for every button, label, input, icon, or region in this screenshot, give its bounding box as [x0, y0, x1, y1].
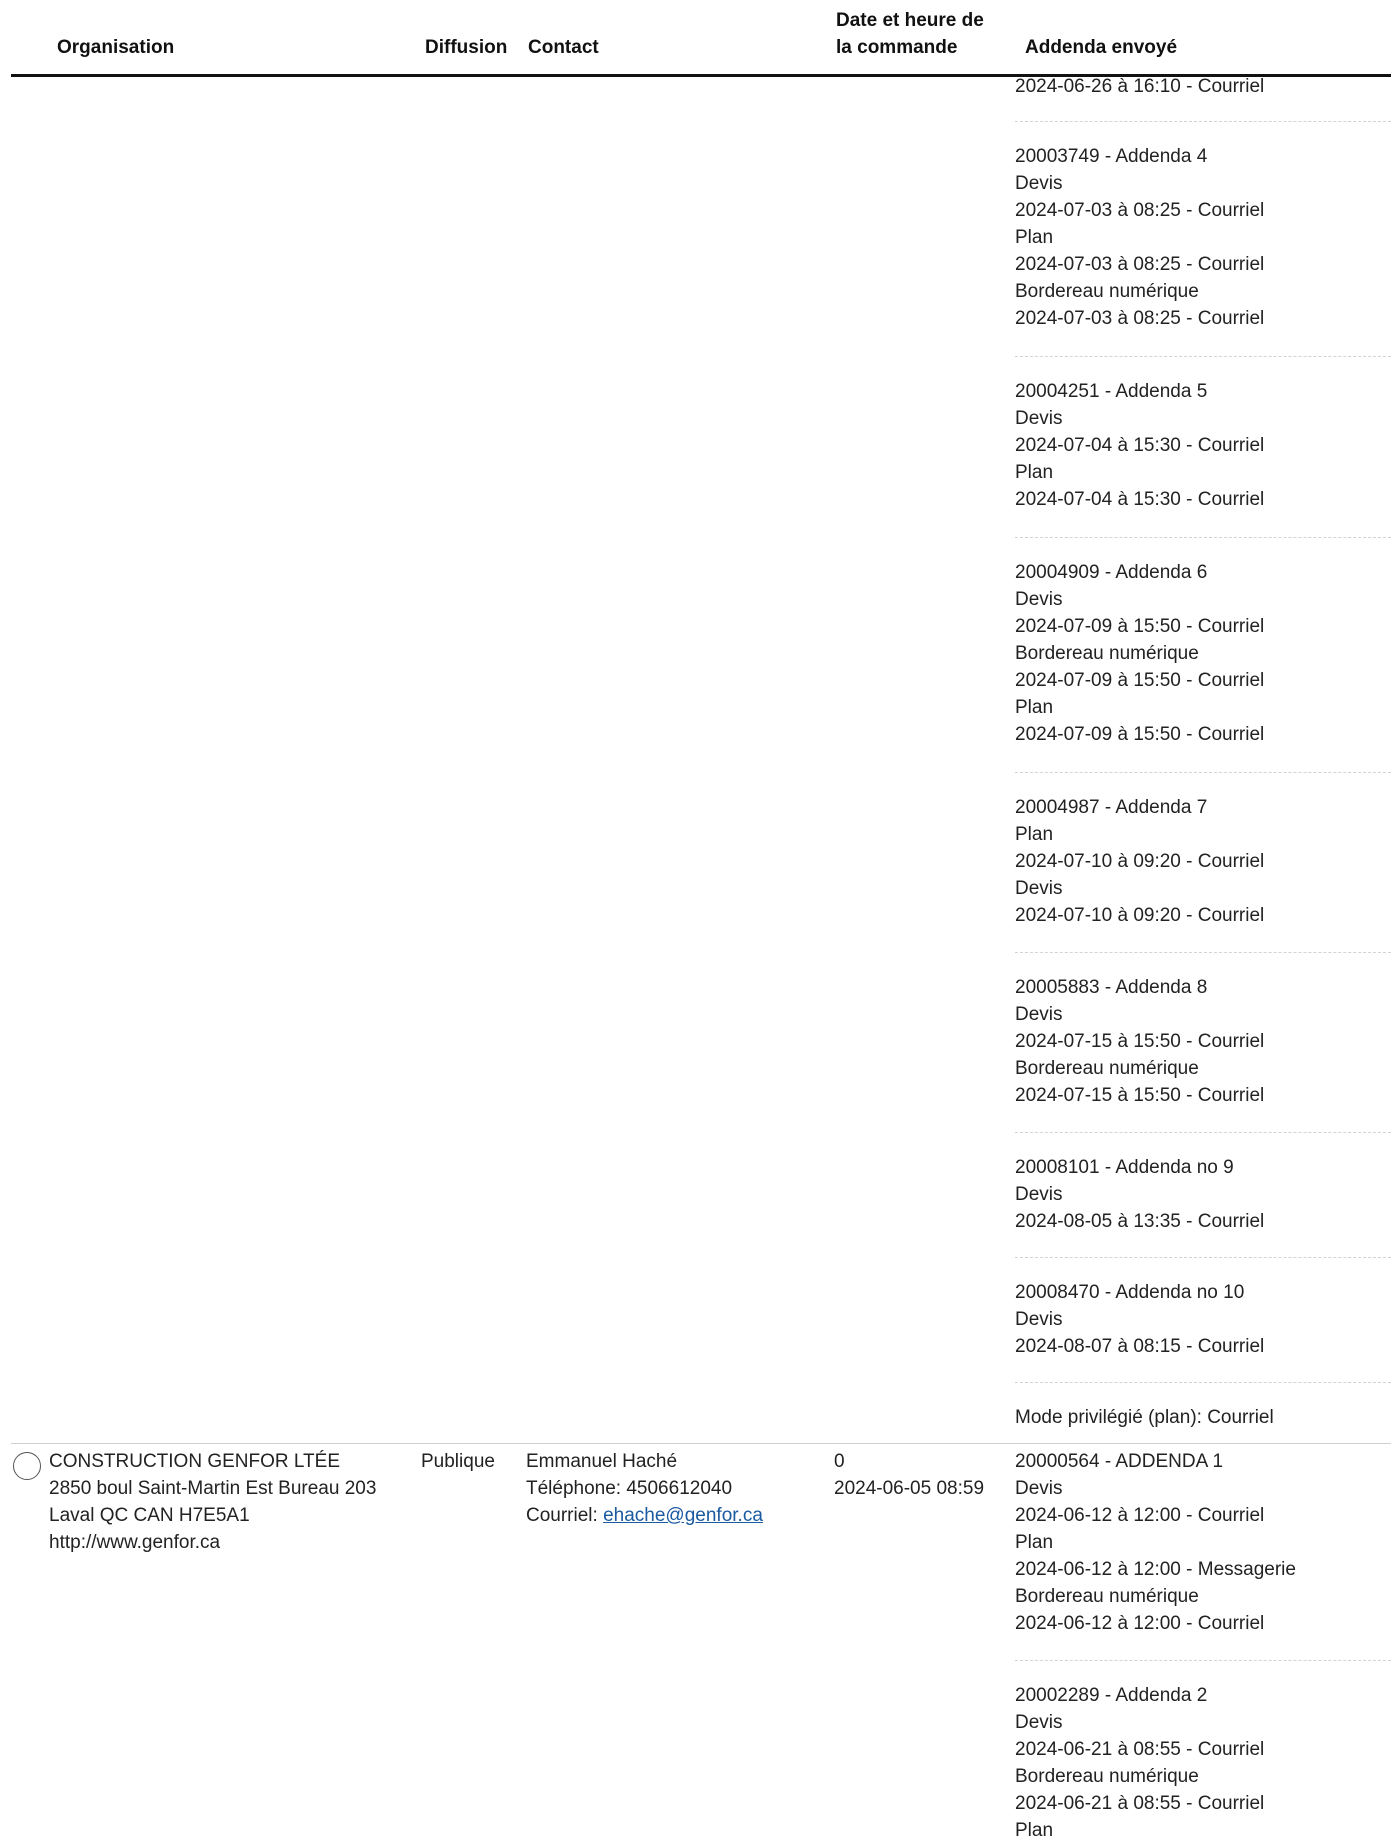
addenda-line: Devis — [1015, 1004, 1063, 1025]
addenda-title: 20004987 - Addenda 7 — [1015, 797, 1208, 818]
addenda-divider — [1015, 356, 1391, 357]
addenda-line: 2024-07-04 à 15:30 - Courriel — [1015, 435, 1265, 456]
addenda-line: 2024-06-21 à 08:55 - Courriel — [1015, 1739, 1265, 1760]
addenda-line: Devis — [1015, 878, 1063, 899]
addenda-title: 20005883 - Addenda 8 — [1015, 977, 1208, 998]
addenda-line: Bordereau numérique — [1015, 281, 1199, 302]
addenda-line: 2024-07-09 à 15:50 - Courriel — [1015, 724, 1265, 745]
addenda-line: 2024-07-10 à 09:20 - Courriel — [1015, 851, 1265, 872]
contact-email-line — [526, 1502, 763, 1529]
addenda-line: 2024-07-15 à 15:50 - Courriel — [1015, 1031, 1265, 1052]
column-header-diffusion: Diffusion — [425, 37, 508, 58]
row-select-radio[interactable] — [13, 1452, 41, 1480]
addenda-line: 2024-06-26 à 16:10 - Courriel — [1015, 76, 1265, 97]
order-datetime: 2024-06-05 08:59 — [834, 1478, 985, 1499]
organisation-cell — [49, 1448, 376, 1556]
addenda-title: 20000564 - ADDENDA 1 — [1015, 1451, 1224, 1472]
addenda-line: Devis — [1015, 1712, 1063, 1733]
addenda-line: Bordereau numérique — [1015, 1586, 1199, 1607]
addenda-line: Bordereau numérique — [1015, 1766, 1199, 1787]
addenda-line: Plan — [1015, 824, 1054, 845]
column-header-contact: Contact — [528, 37, 599, 58]
addenda-line: 2024-07-10 à 09:20 - Courriel — [1015, 905, 1265, 926]
addenda-line: Plan — [1015, 1820, 1054, 1841]
addenda-divider — [1015, 1257, 1391, 1258]
addenda-line: Plan — [1015, 1532, 1054, 1553]
addenda-line: 2024-06-21 à 08:55 - Courriel — [1015, 1793, 1265, 1814]
addenda-group — [1015, 1682, 1391, 1844]
addenda-line: 2024-07-03 à 08:25 - Courriel — [1015, 254, 1265, 275]
addenda-line: 2024-07-04 à 15:30 - Courriel — [1015, 489, 1265, 510]
addenda-group — [1015, 73, 1391, 100]
column-header-date-line1: Date et heure de — [836, 10, 984, 31]
organisation-name: CONSTRUCTION GENFOR LTÉE — [49, 1451, 340, 1472]
contact-name: Emmanuel Haché — [526, 1451, 678, 1472]
addenda-group — [1015, 1154, 1391, 1235]
addenda-group — [1015, 143, 1391, 332]
addenda-title: 20004909 - Addenda 6 — [1015, 562, 1208, 583]
addenda-line: Devis — [1015, 1478, 1063, 1499]
addenda-line: Devis — [1015, 408, 1063, 429]
table-header — [11, 0, 1391, 77]
addenda-line: Plan — [1015, 462, 1054, 483]
addenda-group — [1015, 378, 1391, 513]
column-header-organisation: Organisation — [57, 37, 175, 58]
row-divider — [11, 1443, 1391, 1444]
addenda-group — [1015, 794, 1391, 929]
order-number: 0 — [834, 1451, 845, 1472]
order-cell — [834, 1448, 984, 1502]
addenda-divider — [1015, 952, 1391, 953]
addenda-title: 20008470 - Addenda no 10 — [1015, 1282, 1245, 1303]
addenda-line: 2024-06-12 à 12:00 - Courriel — [1015, 1613, 1265, 1634]
organisation-address: 2850 boul Saint-Martin Est Bureau 203 — [49, 1478, 377, 1499]
addenda-line: Devis — [1015, 1309, 1063, 1330]
preferred-mode — [1015, 1404, 1391, 1431]
addenda-title: 20004251 - Addenda 5 — [1015, 381, 1208, 402]
addenda-line: 2024-07-03 à 08:25 - Courriel — [1015, 200, 1265, 221]
contact-email-label: Courriel: — [526, 1505, 598, 1526]
contact-email-link[interactable]: ehache@genfor.ca — [603, 1505, 763, 1526]
addenda-divider — [1015, 1382, 1391, 1383]
addenda-line: 2024-07-03 à 08:25 - Courriel — [1015, 308, 1265, 329]
addenda-group — [1015, 1279, 1391, 1360]
addenda-line: Plan — [1015, 697, 1054, 718]
addenda-title: 20002289 - Addenda 2 — [1015, 1685, 1208, 1706]
addenda-line: Devis — [1015, 589, 1063, 610]
addenda-line: 2024-08-05 à 13:35 - Courriel — [1015, 1211, 1265, 1232]
addenda-divider — [1015, 772, 1391, 773]
addenda-divider — [1015, 121, 1391, 122]
addenda-title: 20003749 - Addenda 4 — [1015, 146, 1208, 167]
addenda-group — [1015, 974, 1391, 1109]
addenda-line: 2024-06-12 à 12:00 - Courriel — [1015, 1505, 1265, 1526]
contact-phone: Téléphone: 4506612040 — [526, 1478, 733, 1499]
addenda-line: Plan — [1015, 227, 1054, 248]
addenda-title: 20008101 - Addenda no 9 — [1015, 1157, 1234, 1178]
addenda-line: 2024-08-07 à 08:15 - Courriel — [1015, 1336, 1265, 1357]
addenda-group — [1015, 1448, 1391, 1637]
addenda-divider — [1015, 1660, 1391, 1661]
addenda-line: Bordereau numérique — [1015, 643, 1199, 664]
organisation-website: http://www.genfor.ca — [49, 1532, 221, 1553]
contact-cell — [526, 1448, 763, 1529]
addenda-group — [1015, 559, 1391, 748]
column-header-addenda: Addenda envoyé — [1025, 37, 1178, 58]
addenda-line: 2024-06-12 à 12:00 - Messagerie — [1015, 1559, 1296, 1580]
diffusion-value: Publique — [421, 1451, 495, 1472]
addenda-divider — [1015, 1132, 1391, 1133]
column-header-date-line2: la commande — [836, 37, 958, 58]
addenda-line: Bordereau numérique — [1015, 1058, 1199, 1079]
addenda-line: Devis — [1015, 1184, 1063, 1205]
addenda-divider — [1015, 537, 1391, 538]
addenda-line: 2024-07-09 à 15:50 - Courriel — [1015, 670, 1265, 691]
diffusion-cell — [421, 1448, 495, 1475]
preferred-mode-text: Mode privilégié (plan): Courriel — [1015, 1407, 1274, 1428]
addenda-line: Devis — [1015, 173, 1063, 194]
addenda-line: 2024-07-09 à 15:50 - Courriel — [1015, 616, 1265, 637]
organisation-city: Laval QC CAN H7E5A1 — [49, 1505, 250, 1526]
addenda-line: 2024-07-15 à 15:50 - Courriel — [1015, 1085, 1265, 1106]
